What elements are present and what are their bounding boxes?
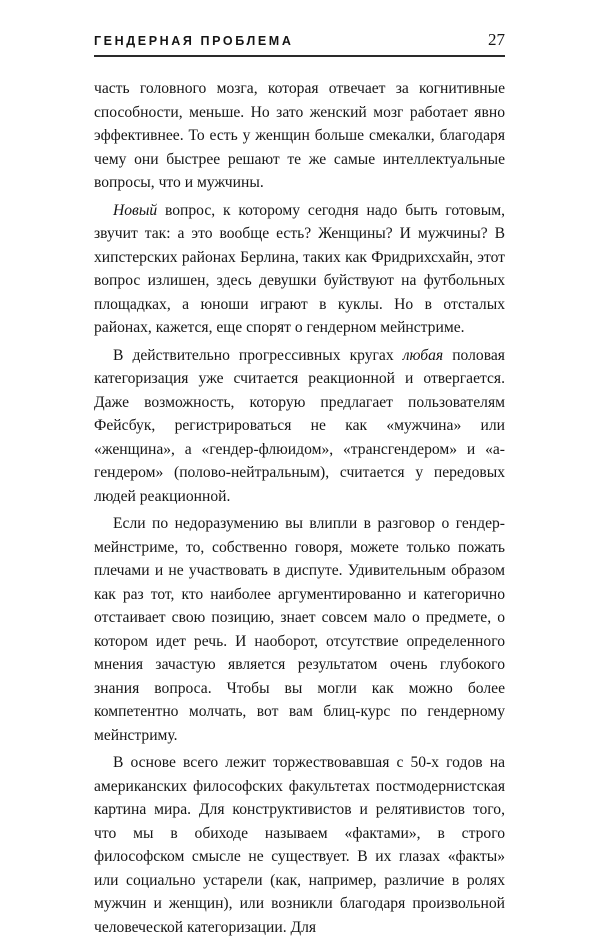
paragraph-3-italic-word: любая — [402, 346, 444, 364]
page-number: 27 — [488, 30, 505, 49]
section-title: ГЕНДЕРНАЯ ПРОБЛЕМА — [94, 34, 294, 48]
paragraph-2-italic-word: Новый — [113, 201, 158, 219]
paragraph-4 — [94, 512, 505, 747]
paragraph-5-text: В основе всего лежит торжествовавшая с 50-х годов на американских философских факультетах постмодернистская картина мира. Для конструктивистов и релятивистов того, что мы в обиходе называем «фактами», в строго философском смысле не существует. В их глазах «факты» или социально устарели (как, например, различие в ролях мужчин и женщин), или возникли благодаря произвольной человеческой категоризации. Для — [94, 754, 505, 936]
paragraph-2 — [94, 199, 505, 340]
paragraph-1-text: часть головного мозга, которая отвечает за когнитивные способности, меньше. Но зато женский мозг работает явно эффективнее. То есть у женщин больше смекалки, благодаря чему они быстрее решают те же самые интеллектуальные вопросы, что и мужчины. — [94, 80, 505, 191]
header-rule — [94, 55, 505, 57]
running-head — [94, 30, 505, 58]
paragraph-3-text-end: половая категоризация уже считается реакционной и отвергается. Даже возможность, которую предлагает пользователям Фейсбук, регистрироваться не как «мужчина» или «женщина», а «гендер-флюидом», «трансгендером» и «а-гендером» (полово-нейтральным), считается у передовых людей реакционной. — [94, 346, 505, 505]
paragraph-2-text: вопрос, к которому сегодня надо быть готовым, звучит так: а это вообще есть? Женщины? И мужчины? В хипстерских районах Берлина, таких как Фридрихсхайн, этот вопрос излишен, здесь девушки буйствуют на футбольных площадках, а юноши играют в куклы. Но в отсталых районах, кажется, еще спорят о гендерном мейнстриме. — [94, 201, 505, 336]
paragraph-3 — [94, 344, 505, 509]
paragraph-4-text: Если по недоразумению вы влипли в разговор о гендер-мейнстриме, то, собственно говоря, можете только пожать плечами и не участвовать в диспуте. Удивительным образом как раз тот, кто наиболее аргументированно и категорично отстаивает свою позицию, знает совсем мало о предмете, о котором идет речь. И наоборот, отсутствие определенного мнения зачастую является результатом очень глубокого знания вопроса. Чтобы вы могли как можно более компетентно молчать, вот вам блиц-курс по гендерному мейнстриму. — [94, 515, 505, 744]
paragraph-5 — [94, 751, 505, 939]
paragraph-3-text-start: В действительно прогрессивных кругах — [113, 346, 403, 364]
paragraph-1 — [94, 77, 505, 195]
body-text — [94, 77, 505, 939]
